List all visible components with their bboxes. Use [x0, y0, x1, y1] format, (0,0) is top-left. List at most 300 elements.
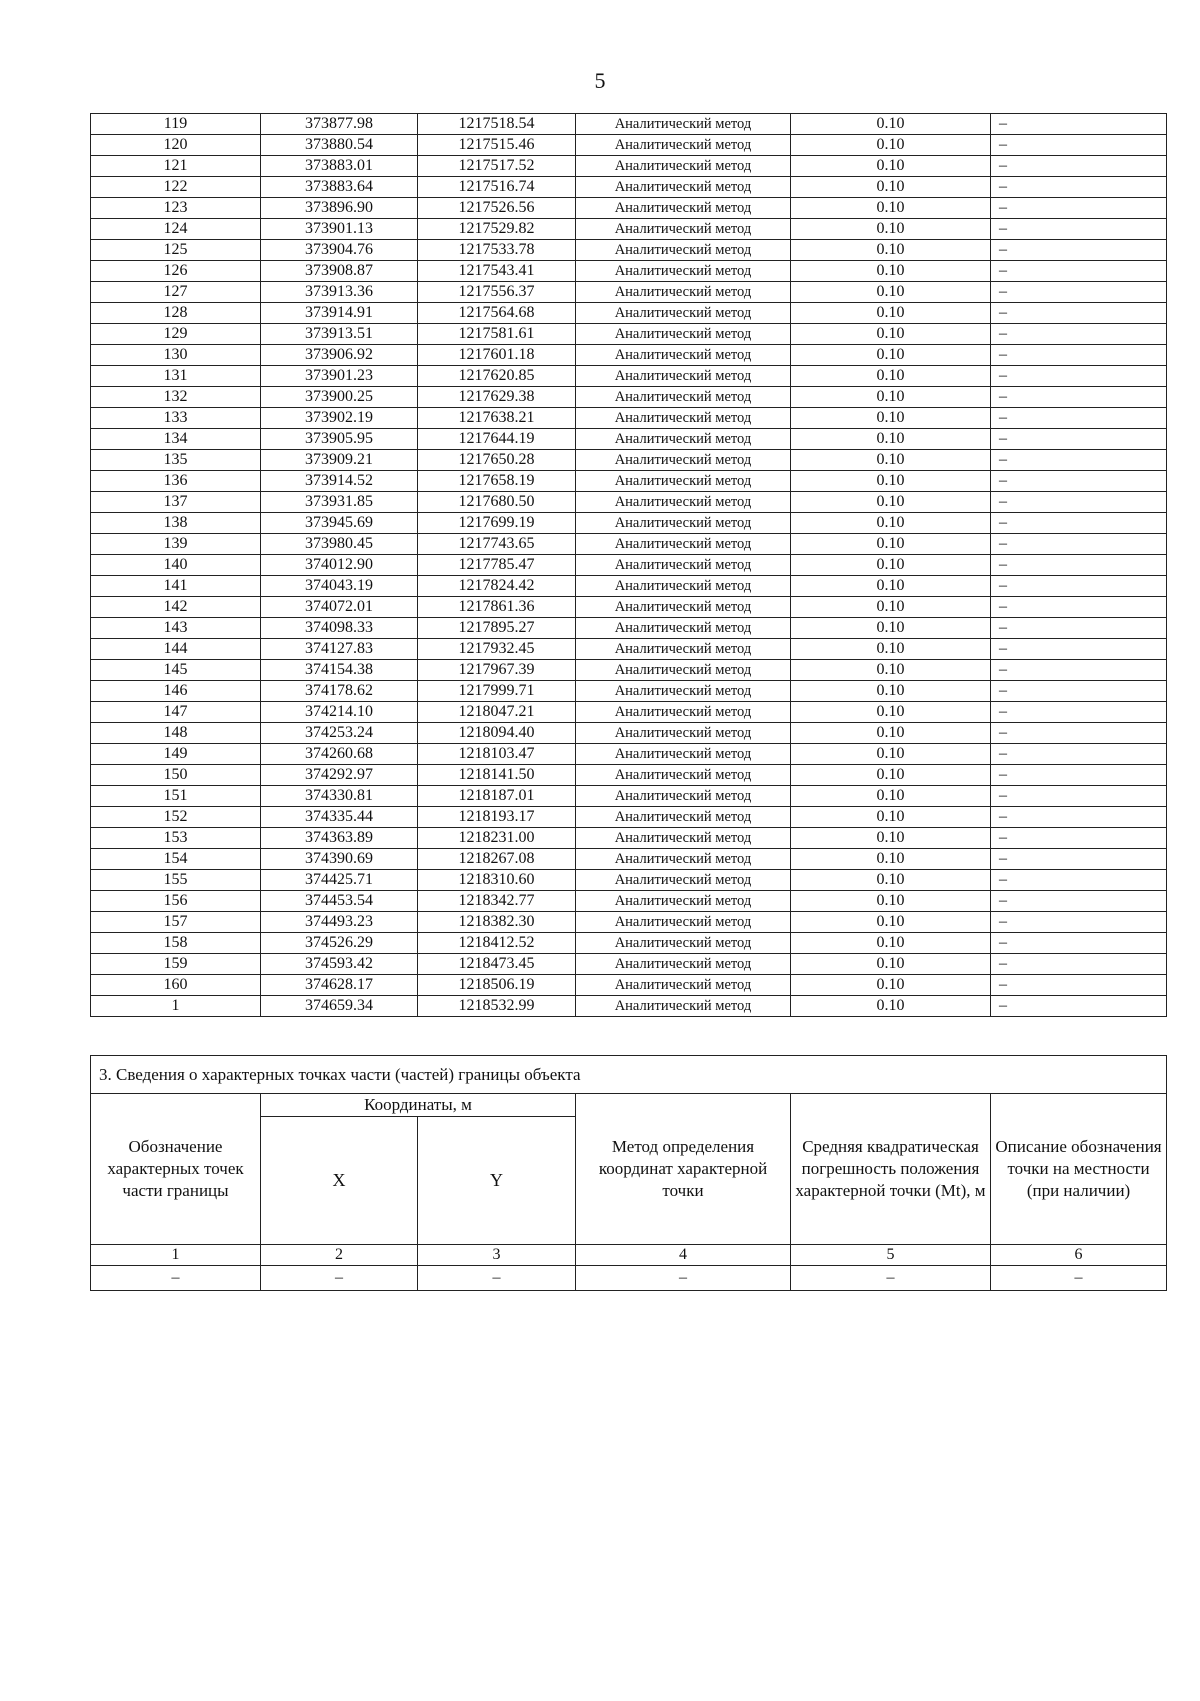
- x-coordinate-cell: 373906.92: [261, 345, 418, 366]
- x-coordinate-cell: 373904.76: [261, 240, 418, 261]
- table-row: [91, 156, 1167, 177]
- x-coordinate-cell: 373914.91: [261, 303, 418, 324]
- point-number-cell: 145: [91, 660, 261, 681]
- empty-cell: –: [261, 1266, 418, 1291]
- table-row: [91, 114, 1167, 135]
- table-row: [91, 387, 1167, 408]
- method-cell: Аналитический метод: [576, 555, 791, 576]
- accuracy-cell: 0.10: [791, 996, 991, 1017]
- point-number-cell: 148: [91, 723, 261, 744]
- x-coordinate-cell: 374098.33: [261, 618, 418, 639]
- y-coordinate-cell: 1217529.82: [418, 219, 576, 240]
- y-coordinate-cell: 1217564.68: [418, 303, 576, 324]
- description-cell: –: [991, 912, 1167, 933]
- method-cell: Аналитический метод: [576, 807, 791, 828]
- accuracy-cell: 0.10: [791, 492, 991, 513]
- section-title: 3. Сведения о характерных точках части (частей) границы объекта: [91, 1056, 1167, 1094]
- method-cell: Аналитический метод: [576, 513, 791, 534]
- description-cell: –: [991, 828, 1167, 849]
- accuracy-cell: 0.10: [791, 870, 991, 891]
- x-coordinate-cell: 373913.36: [261, 282, 418, 303]
- y-coordinate-cell: 1218310.60: [418, 870, 576, 891]
- method-cell: Аналитический метод: [576, 849, 791, 870]
- table-row: [91, 597, 1167, 618]
- point-number-cell: 138: [91, 513, 261, 534]
- point-number-cell: 122: [91, 177, 261, 198]
- y-coordinate-cell: 1217699.19: [418, 513, 576, 534]
- point-number-cell: 125: [91, 240, 261, 261]
- table-row: [91, 366, 1167, 387]
- x-coordinate-cell: 373908.87: [261, 261, 418, 282]
- point-number-cell: 137: [91, 492, 261, 513]
- point-number-cell: 156: [91, 891, 261, 912]
- table-row: [91, 429, 1167, 450]
- table-row: [91, 870, 1167, 891]
- y-coordinate-cell: 1217556.37: [418, 282, 576, 303]
- parts-points-table: [90, 1055, 1167, 1291]
- point-number-cell: 158: [91, 933, 261, 954]
- x-coordinate-cell: 374214.10: [261, 702, 418, 723]
- x-coordinate-cell: 374453.54: [261, 891, 418, 912]
- x-coordinate-cell: 373980.45: [261, 534, 418, 555]
- table-row: [91, 471, 1167, 492]
- x-coordinate-cell: 373883.64: [261, 177, 418, 198]
- description-cell: –: [991, 450, 1167, 471]
- method-header: Метод определения координат характерной точки: [576, 1094, 791, 1245]
- y-coordinate-cell: 1217620.85: [418, 366, 576, 387]
- point-number-cell: 157: [91, 912, 261, 933]
- point-number-cell: 151: [91, 786, 261, 807]
- x-coordinate-cell: 373900.25: [261, 387, 418, 408]
- empty-cell: –: [418, 1266, 576, 1291]
- accuracy-cell: 0.10: [791, 555, 991, 576]
- y-coordinate-cell: 1217515.46: [418, 135, 576, 156]
- method-cell: Аналитический метод: [576, 891, 791, 912]
- description-cell: –: [991, 324, 1167, 345]
- column-number: 4: [576, 1245, 791, 1266]
- table-row: [91, 261, 1167, 282]
- description-cell: –: [991, 870, 1167, 891]
- description-cell: –: [991, 345, 1167, 366]
- point-number-cell: 143: [91, 618, 261, 639]
- description-header: Описание обозначения точки на местности (при наличии): [991, 1094, 1167, 1245]
- x-coordinate-cell: 374425.71: [261, 870, 418, 891]
- y-coordinate-cell: 1217533.78: [418, 240, 576, 261]
- table-row: [91, 492, 1167, 513]
- description-cell: –: [991, 807, 1167, 828]
- accuracy-cell: 0.10: [791, 513, 991, 534]
- accuracy-cell: 0.10: [791, 114, 991, 135]
- point-number-cell: 128: [91, 303, 261, 324]
- accuracy-cell: 0.10: [791, 954, 991, 975]
- method-cell: Аналитический метод: [576, 681, 791, 702]
- accuracy-cell: 0.10: [791, 408, 991, 429]
- column-number: 6: [991, 1245, 1167, 1266]
- accuracy-cell: 0.10: [791, 345, 991, 366]
- description-cell: –: [991, 849, 1167, 870]
- y-coordinate-cell: 1217517.52: [418, 156, 576, 177]
- x-coordinate-cell: 373901.13: [261, 219, 418, 240]
- accuracy-cell: 0.10: [791, 891, 991, 912]
- description-cell: –: [991, 387, 1167, 408]
- table-row: [91, 828, 1167, 849]
- column-number: 1: [91, 1245, 261, 1266]
- accuracy-cell: 0.10: [791, 786, 991, 807]
- y-coordinate-cell: 1217526.56: [418, 198, 576, 219]
- table-row: [91, 681, 1167, 702]
- empty-cell: –: [791, 1266, 991, 1291]
- table-row: [91, 744, 1167, 765]
- accuracy-cell: 0.10: [791, 807, 991, 828]
- description-cell: –: [991, 366, 1167, 387]
- table-row: [91, 975, 1167, 996]
- y-coordinate-cell: 1217581.61: [418, 324, 576, 345]
- method-cell: Аналитический метод: [576, 618, 791, 639]
- y-coordinate-cell: 1218103.47: [418, 744, 576, 765]
- description-cell: –: [991, 492, 1167, 513]
- method-cell: Аналитический метод: [576, 534, 791, 555]
- method-cell: Аналитический метод: [576, 240, 791, 261]
- y-coordinate-cell: 1218141.50: [418, 765, 576, 786]
- x-coordinate-cell: 374154.38: [261, 660, 418, 681]
- coordinates-header: Координаты, м: [261, 1094, 576, 1117]
- description-cell: –: [991, 618, 1167, 639]
- method-cell: Аналитический метод: [576, 324, 791, 345]
- description-cell: –: [991, 765, 1167, 786]
- description-cell: –: [991, 471, 1167, 492]
- point-number-cell: 144: [91, 639, 261, 660]
- accuracy-cell: 0.10: [791, 618, 991, 639]
- table-row: [91, 660, 1167, 681]
- accuracy-cell: 0.10: [791, 156, 991, 177]
- x-coordinate-cell: 373896.90: [261, 198, 418, 219]
- table-row: [91, 345, 1167, 366]
- description-cell: –: [991, 240, 1167, 261]
- y-coordinate-cell: 1217999.71: [418, 681, 576, 702]
- table-row: [91, 618, 1167, 639]
- x-coordinate-cell: 373901.23: [261, 366, 418, 387]
- method-cell: Аналитический метод: [576, 282, 791, 303]
- accuracy-cell: 0.10: [791, 723, 991, 744]
- table-row: [91, 765, 1167, 786]
- x-coordinate-cell: 374292.97: [261, 765, 418, 786]
- designation-header: Обозначение характерных точек части границы: [91, 1094, 261, 1245]
- table-row: [91, 534, 1167, 555]
- accuracy-cell: 0.10: [791, 639, 991, 660]
- y-coordinate-cell: 1217932.45: [418, 639, 576, 660]
- accuracy-cell: 0.10: [791, 744, 991, 765]
- point-number-cell: 132: [91, 387, 261, 408]
- boundary-points-table: [90, 113, 1167, 1017]
- description-cell: –: [991, 261, 1167, 282]
- point-number-cell: 121: [91, 156, 261, 177]
- point-number-cell: 149: [91, 744, 261, 765]
- x-coordinate-cell: 373931.85: [261, 492, 418, 513]
- table-row: [91, 198, 1167, 219]
- method-cell: Аналитический метод: [576, 408, 791, 429]
- y-coordinate-cell: 1218187.01: [418, 786, 576, 807]
- description-cell: –: [991, 282, 1167, 303]
- page-number: 5: [594, 68, 606, 93]
- y-coordinate-cell: 1218267.08: [418, 849, 576, 870]
- x-coordinate-cell: 374335.44: [261, 807, 418, 828]
- description-cell: –: [991, 198, 1167, 219]
- table-row: [91, 807, 1167, 828]
- x-coordinate-cell: 373914.52: [261, 471, 418, 492]
- column-numbers-row: [91, 1245, 1167, 1266]
- point-number-cell: 139: [91, 534, 261, 555]
- accuracy-cell: 0.10: [791, 366, 991, 387]
- method-cell: Аналитический метод: [576, 912, 791, 933]
- table-row: [91, 576, 1167, 597]
- point-number-cell: 1: [91, 996, 261, 1017]
- method-cell: Аналитический метод: [576, 954, 791, 975]
- description-cell: –: [991, 429, 1167, 450]
- description-cell: –: [991, 135, 1167, 156]
- method-cell: Аналитический метод: [576, 786, 791, 807]
- accuracy-cell: 0.10: [791, 912, 991, 933]
- description-cell: –: [991, 891, 1167, 912]
- description-cell: –: [991, 534, 1167, 555]
- empty-cell: –: [991, 1266, 1167, 1291]
- method-cell: Аналитический метод: [576, 765, 791, 786]
- y-coordinate-cell: 1217644.19: [418, 429, 576, 450]
- y-coordinate-cell: 1217895.27: [418, 618, 576, 639]
- point-number-cell: 126: [91, 261, 261, 282]
- x-coordinate-cell: 374390.69: [261, 849, 418, 870]
- description-cell: –: [991, 975, 1167, 996]
- table-row: [91, 933, 1167, 954]
- point-number-cell: 150: [91, 765, 261, 786]
- column-number: 5: [791, 1245, 991, 1266]
- table-row: [91, 639, 1167, 660]
- y-coordinate-cell: 1217658.19: [418, 471, 576, 492]
- x-coordinate-cell: 373905.95: [261, 429, 418, 450]
- y-coordinate-cell: 1218231.00: [418, 828, 576, 849]
- x-coordinate-cell: 373883.01: [261, 156, 418, 177]
- description-cell: –: [991, 996, 1167, 1017]
- x-coordinate-cell: 373945.69: [261, 513, 418, 534]
- table-row: [91, 135, 1167, 156]
- point-number-cell: 119: [91, 114, 261, 135]
- point-number-cell: 123: [91, 198, 261, 219]
- accuracy-cell: 0.10: [791, 660, 991, 681]
- accuracy-cell: 0.10: [791, 450, 991, 471]
- method-cell: Аналитический метод: [576, 177, 791, 198]
- description-cell: –: [991, 555, 1167, 576]
- point-number-cell: 120: [91, 135, 261, 156]
- description-cell: –: [991, 681, 1167, 702]
- header-row: [91, 1094, 1167, 1117]
- y-coordinate-cell: 1218193.17: [418, 807, 576, 828]
- table-row: [91, 702, 1167, 723]
- method-cell: Аналитический метод: [576, 471, 791, 492]
- description-cell: –: [991, 513, 1167, 534]
- description-cell: –: [991, 114, 1167, 135]
- x-coordinate-cell: 374072.01: [261, 597, 418, 618]
- point-number-cell: 142: [91, 597, 261, 618]
- y-coordinate-cell: 1217518.54: [418, 114, 576, 135]
- description-cell: –: [991, 723, 1167, 744]
- method-cell: Аналитический метод: [576, 135, 791, 156]
- x-coordinate-cell: 374493.23: [261, 912, 418, 933]
- point-number-cell: 159: [91, 954, 261, 975]
- column-number: 2: [261, 1245, 418, 1266]
- accuracy-cell: 0.10: [791, 177, 991, 198]
- y-coordinate-cell: 1217638.21: [418, 408, 576, 429]
- method-cell: Аналитический метод: [576, 870, 791, 891]
- y-coordinate-cell: 1218047.21: [418, 702, 576, 723]
- section-title-row: [91, 1056, 1167, 1094]
- method-cell: Аналитический метод: [576, 975, 791, 996]
- accuracy-cell: 0.10: [791, 240, 991, 261]
- error-header: Средняя квадратическая погрешность положения характерной точки (Mt), м: [791, 1094, 991, 1245]
- table-row: [91, 996, 1167, 1017]
- table-row: [91, 282, 1167, 303]
- accuracy-cell: 0.10: [791, 828, 991, 849]
- method-cell: Аналитический метод: [576, 219, 791, 240]
- table-row: [91, 219, 1167, 240]
- method-cell: Аналитический метод: [576, 660, 791, 681]
- method-cell: Аналитический метод: [576, 345, 791, 366]
- y-coordinate-cell: 1217743.65: [418, 534, 576, 555]
- method-cell: Аналитический метод: [576, 723, 791, 744]
- y-coordinate-cell: 1218506.19: [418, 975, 576, 996]
- point-number-cell: 133: [91, 408, 261, 429]
- point-number-cell: 136: [91, 471, 261, 492]
- x-coordinate-cell: 374012.90: [261, 555, 418, 576]
- method-cell: Аналитический метод: [576, 639, 791, 660]
- empty-data-row: [91, 1266, 1167, 1291]
- description-cell: –: [991, 408, 1167, 429]
- y-coordinate-cell: 1217629.38: [418, 387, 576, 408]
- method-cell: Аналитический метод: [576, 198, 791, 219]
- method-cell: Аналитический метод: [576, 828, 791, 849]
- table-row: [91, 954, 1167, 975]
- accuracy-cell: 0.10: [791, 324, 991, 345]
- x-coordinate-cell: 374363.89: [261, 828, 418, 849]
- x-coordinate-cell: 374659.34: [261, 996, 418, 1017]
- point-number-cell: 153: [91, 828, 261, 849]
- description-cell: –: [991, 156, 1167, 177]
- accuracy-cell: 0.10: [791, 303, 991, 324]
- description-cell: –: [991, 933, 1167, 954]
- accuracy-cell: 0.10: [791, 597, 991, 618]
- accuracy-cell: 0.10: [791, 534, 991, 555]
- method-cell: Аналитический метод: [576, 597, 791, 618]
- x-coordinate-cell: 373909.21: [261, 450, 418, 471]
- y-coordinate-cell: 1218094.40: [418, 723, 576, 744]
- method-cell: Аналитический метод: [576, 933, 791, 954]
- y-coordinate-cell: 1217601.18: [418, 345, 576, 366]
- y-coordinate-cell: 1217785.47: [418, 555, 576, 576]
- method-cell: Аналитический метод: [576, 744, 791, 765]
- accuracy-cell: 0.10: [791, 198, 991, 219]
- x-coordinate-cell: 374628.17: [261, 975, 418, 996]
- empty-cell: –: [91, 1266, 261, 1291]
- description-cell: –: [991, 303, 1167, 324]
- x-coordinate-cell: 374260.68: [261, 744, 418, 765]
- description-cell: –: [991, 702, 1167, 723]
- table-row: [91, 303, 1167, 324]
- point-number-cell: 154: [91, 849, 261, 870]
- y-coordinate-cell: 1217824.42: [418, 576, 576, 597]
- table-row: [91, 177, 1167, 198]
- accuracy-cell: 0.10: [791, 135, 991, 156]
- point-number-cell: 152: [91, 807, 261, 828]
- y-coordinate-cell: 1218473.45: [418, 954, 576, 975]
- method-cell: Аналитический метод: [576, 387, 791, 408]
- table-row: [91, 450, 1167, 471]
- accuracy-cell: 0.10: [791, 282, 991, 303]
- point-number-cell: 127: [91, 282, 261, 303]
- y-coordinate-cell: 1218382.30: [418, 912, 576, 933]
- table-row: [91, 723, 1167, 744]
- accuracy-cell: 0.10: [791, 765, 991, 786]
- description-cell: –: [991, 639, 1167, 660]
- accuracy-cell: 0.10: [791, 702, 991, 723]
- method-cell: Аналитический метод: [576, 576, 791, 597]
- x-coordinate-cell: 374178.62: [261, 681, 418, 702]
- y-coordinate-cell: 1217543.41: [418, 261, 576, 282]
- description-cell: –: [991, 219, 1167, 240]
- point-number-cell: 160: [91, 975, 261, 996]
- accuracy-cell: 0.10: [791, 975, 991, 996]
- method-cell: Аналитический метод: [576, 366, 791, 387]
- y-coordinate-cell: 1217680.50: [418, 492, 576, 513]
- description-cell: –: [991, 177, 1167, 198]
- empty-cell: –: [576, 1266, 791, 1291]
- y-coordinate-cell: 1217516.74: [418, 177, 576, 198]
- table-row: [91, 891, 1167, 912]
- x-coordinate-cell: 373880.54: [261, 135, 418, 156]
- x-coordinate-cell: 373877.98: [261, 114, 418, 135]
- method-cell: Аналитический метод: [576, 492, 791, 513]
- accuracy-cell: 0.10: [791, 471, 991, 492]
- accuracy-cell: 0.10: [791, 219, 991, 240]
- x-coordinate-cell: 374043.19: [261, 576, 418, 597]
- table-row: [91, 513, 1167, 534]
- accuracy-cell: 0.10: [791, 576, 991, 597]
- x-coordinate-cell: 374253.24: [261, 723, 418, 744]
- x-coordinate-cell: 374330.81: [261, 786, 418, 807]
- accuracy-cell: 0.10: [791, 681, 991, 702]
- y-coordinate-cell: 1217650.28: [418, 450, 576, 471]
- accuracy-cell: 0.10: [791, 849, 991, 870]
- x-coordinate-cell: 373902.19: [261, 408, 418, 429]
- x-coordinate-cell: 373913.51: [261, 324, 418, 345]
- y-coordinate-cell: 1217861.36: [418, 597, 576, 618]
- table-row: [91, 324, 1167, 345]
- table-row: [91, 786, 1167, 807]
- point-number-cell: 124: [91, 219, 261, 240]
- x-header: X: [261, 1117, 418, 1245]
- column-number: 3: [418, 1245, 576, 1266]
- method-cell: Аналитический метод: [576, 114, 791, 135]
- method-cell: Аналитический метод: [576, 156, 791, 177]
- point-number-cell: 129: [91, 324, 261, 345]
- description-cell: –: [991, 597, 1167, 618]
- description-cell: –: [991, 786, 1167, 807]
- method-cell: Аналитический метод: [576, 303, 791, 324]
- description-cell: –: [991, 744, 1167, 765]
- point-number-cell: 147: [91, 702, 261, 723]
- method-cell: Аналитический метод: [576, 702, 791, 723]
- y-coordinate-cell: 1218342.77: [418, 891, 576, 912]
- table-row: [91, 240, 1167, 261]
- point-number-cell: 135: [91, 450, 261, 471]
- description-cell: –: [991, 576, 1167, 597]
